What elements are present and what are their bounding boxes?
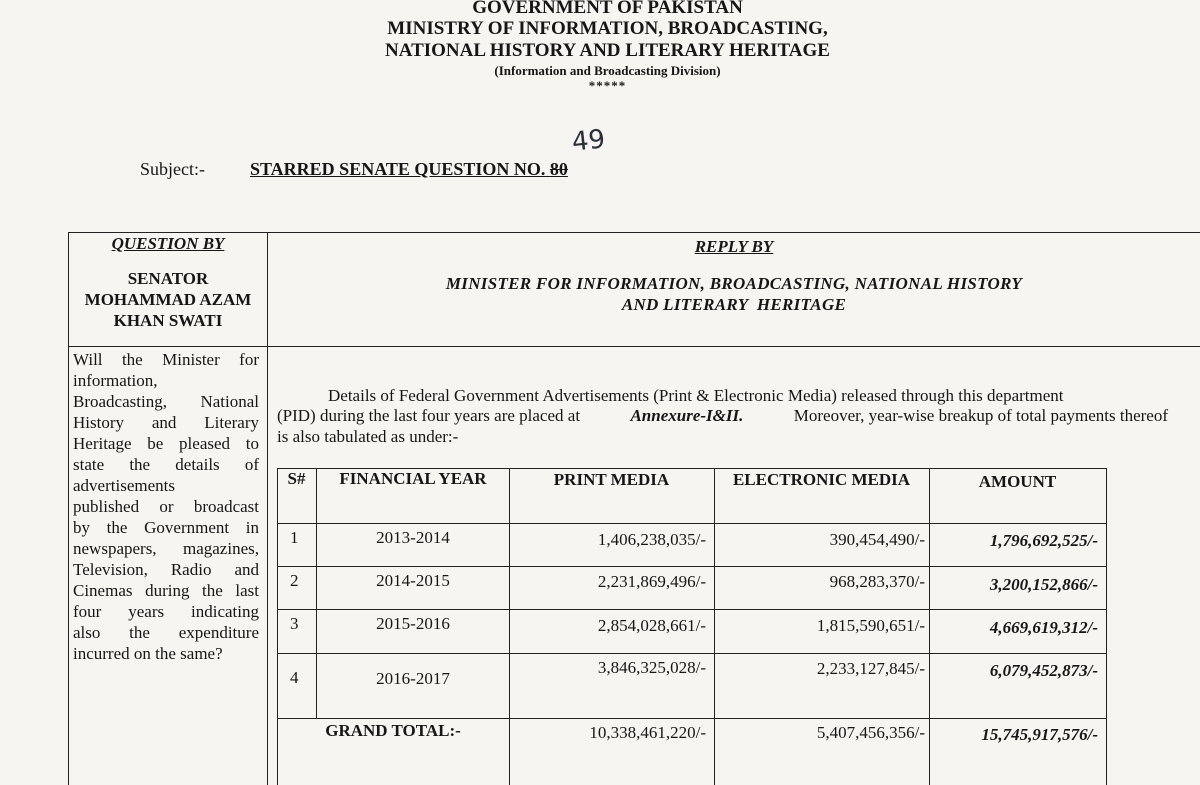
subject-struck-number: 80 [549,159,568,179]
table-line [1106,468,1107,785]
question-line: information, [73,371,158,390]
minister-title-line: MINISTER FOR INFORMATION, BROADCASTING, NATIONAL HISTORY [445,274,1023,293]
question-line: four years indicating [73,602,259,621]
table-line [277,718,1107,719]
question-line: Cinemas during the last [73,581,259,600]
letterhead-government: GOVERNMENT OF PAKISTAN [472,0,743,18]
subject-title-text: STARRED SENATE QUESTION NO. [250,159,546,179]
cell-year: 2013-2014 [376,528,450,547]
cell-amount: 3,200,152,866/- [989,575,1098,594]
question-line: newspapers, magazines, [73,539,259,558]
header-row-border [68,346,1200,347]
table-line [277,566,1107,567]
question-line: Heritage be pleased to [73,434,259,453]
question-by-name [68,268,268,331]
letterhead-stars: ***** [588,78,627,93]
cell-print: 2,231,869,496/- [597,572,706,591]
cell-print: 1,406,238,035/- [597,530,706,549]
answer-line-3: is also tabulated as under:- [277,427,459,446]
cell-amount: 6,079,452,873/- [989,661,1098,680]
grand-total-label: GRAND TOTAL:- [325,721,461,740]
annexure-reference: Annexure-I&II. [630,406,744,425]
grand-total-electronic: 5,407,456,356/- [816,723,925,742]
question-line: state the details of [73,455,259,474]
cell-year: 2015-2016 [376,614,450,633]
question-line: Will the Minister for [73,350,259,369]
senator-name-line: MOHAMMAD AZAM [84,290,252,309]
reply-by-heading: REPLY BY [694,237,774,256]
question-line: published or broadcast [73,497,259,516]
col-header-amount: AMOUNT [978,472,1057,491]
question-line: advertisements [73,476,175,495]
question-line: by the Government in [73,518,259,537]
letterhead-heritage: NATIONAL HISTORY AND LITERARY HERITAGE [385,40,830,61]
letterhead-division: (Information and Broadcasting Division) [494,63,721,78]
col-header-financial-year: FINANCIAL YEAR [339,469,487,488]
answer-pid-text: (PID) during the last four years are placed at [277,406,581,425]
letterhead-ministry: MINISTRY OF INFORMATION, BROADCASTING, [387,18,828,39]
table-line [277,523,1107,524]
cell-electronic: 390,454,490/- [829,530,925,549]
answer-line-2 [277,406,1168,426]
cell-print: 3,846,325,028/- [597,658,706,677]
cell-year: 2016-2017 [376,669,450,688]
cell-amount: 4,669,619,312/- [989,618,1098,637]
table-top-border [68,232,1200,233]
cell-electronic: 968,283,370/- [829,572,925,591]
question-line: also the expenditure [73,623,259,642]
cell-electronic: 1,815,590,651/- [816,616,925,635]
cell-print: 2,854,028,661/- [597,616,706,635]
senator-name-line: SENATOR [127,269,209,288]
grand-total-print: 10,338,461,220/- [589,723,706,742]
col-header-electronic-media: ELECTRONIC MEDIA [732,470,911,489]
senator-name-line: KHAN SWATI [113,311,223,330]
cell-year: 2014-2015 [376,571,450,590]
table-line [277,653,1107,654]
question-line: incurred on the same? [73,644,223,663]
question-line: History and Literary [73,413,259,432]
question-by-heading: QUESTION BY [111,234,225,253]
subject-label: Subject:- [140,159,205,179]
question-line: Television, Radio and [73,560,259,579]
cell-sno: 4 [290,668,299,687]
subject-title [250,159,568,180]
minister-title-line: AND LITERARY HERITAGE [621,295,847,314]
cell-sno: 1 [290,528,299,547]
question-line: Broadcasting, National [73,392,259,411]
cell-sno: 3 [290,614,299,633]
answer-line-1: Details of Federal Government Advertisements (Print & Electronic Media) released through this department [328,386,1064,405]
table-line [277,609,1107,610]
col-header-print-media: PRINT MEDIA [553,470,670,489]
subject-handwritten-number: 49 [570,124,607,158]
col-header-sno: S# [287,469,306,488]
cell-sno: 2 [290,571,299,590]
grand-total-amount: 15,745,917,576/- [981,725,1098,744]
answer-breakup-text: Moreover, year-wise breakup of total payments thereof [793,406,1168,425]
reply-by-minister [268,273,1200,315]
cell-amount: 1,796,692,525/- [989,531,1098,550]
cell-electronic: 2,233,127,845/- [816,659,925,678]
